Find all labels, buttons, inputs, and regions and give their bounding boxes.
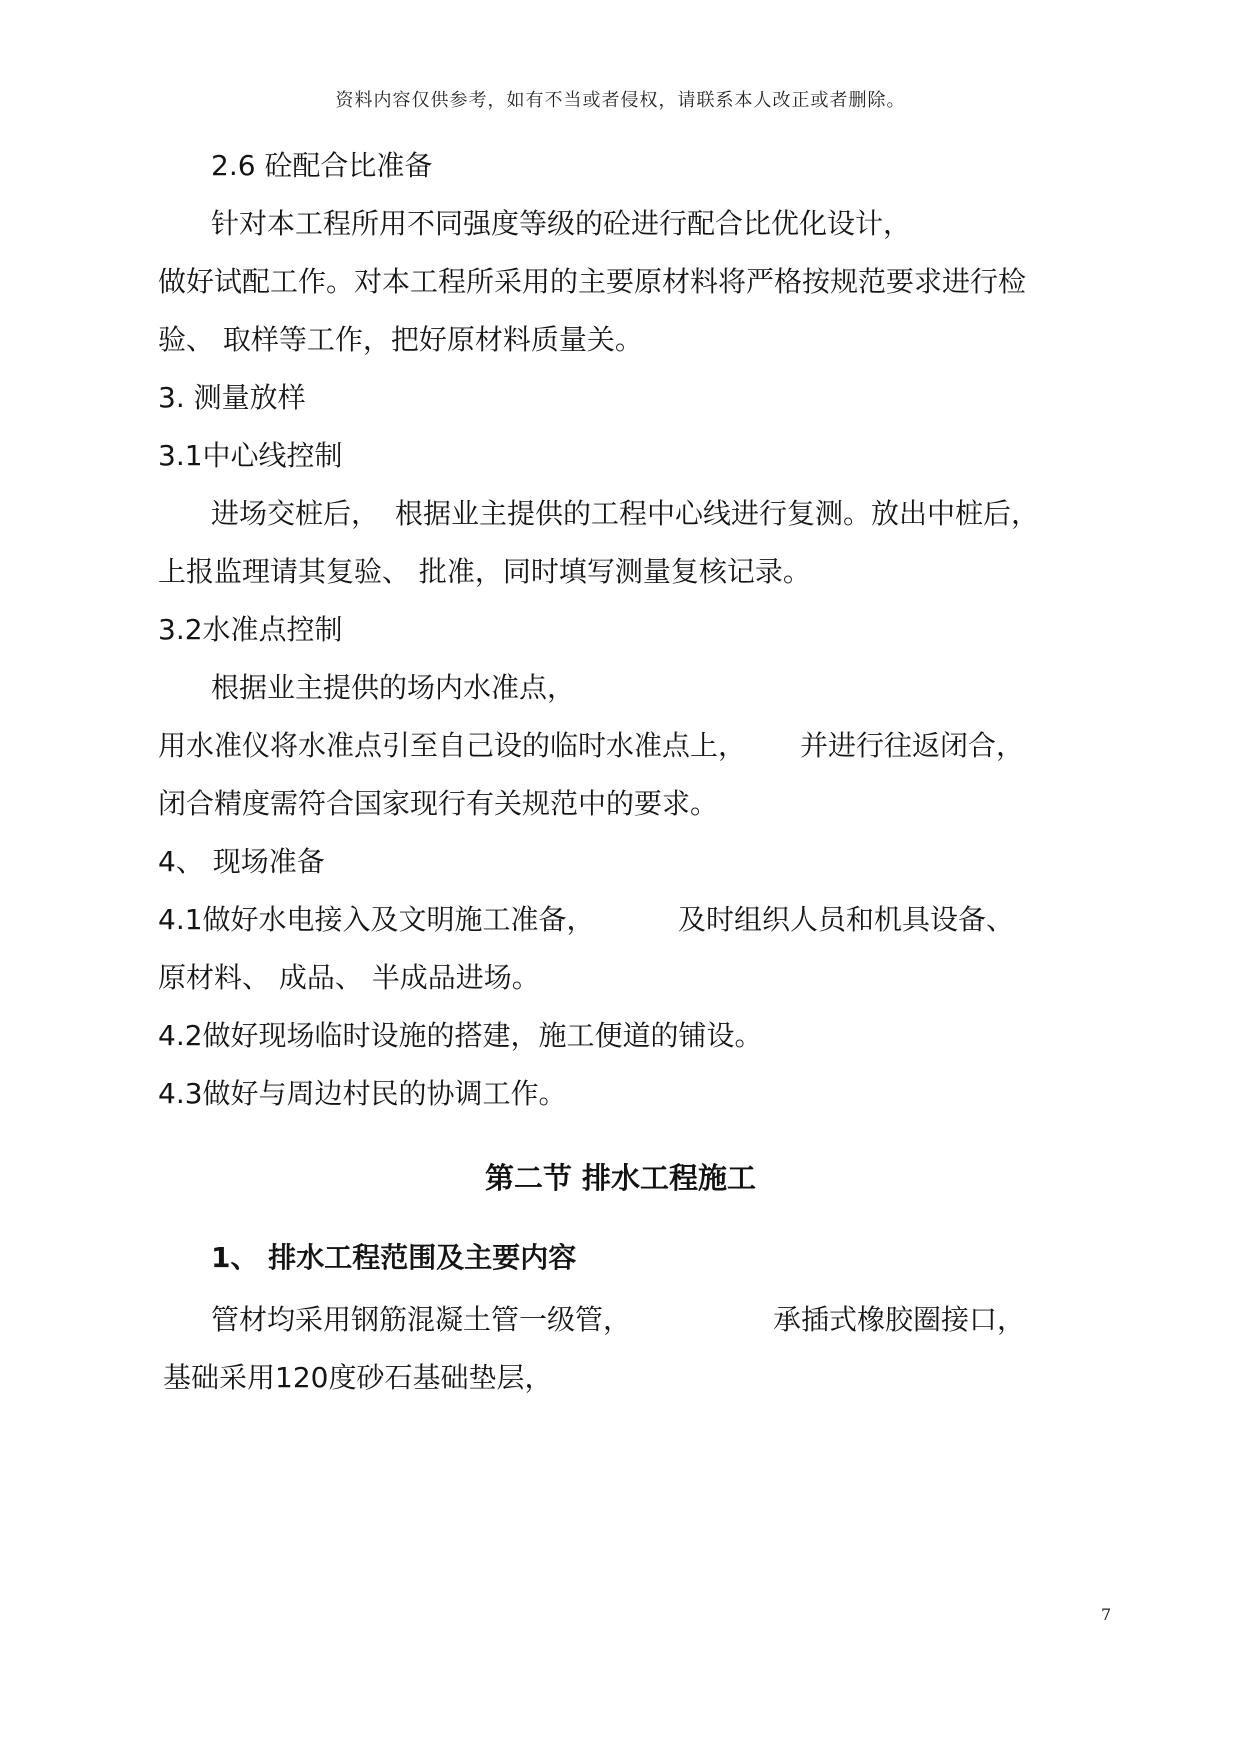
heading-3-2: 3.2水准点控制 (158, 613, 343, 646)
line-segment: 及时组织人员和机具设备、 (678, 903, 1015, 936)
subsection-heading: 1、 排水工程范围及主要内容 (211, 1241, 577, 1274)
disclaimer-header: 资料内容仅供参考，如有不当或者侵权，请联系本人改正或者删除。 (335, 90, 906, 111)
paragraph-line: 基础采用120度砂石基础垫层， (163, 1361, 553, 1394)
paragraph-line: 4.2做好现场临时设施的搭建，施工便道的铺设。 (158, 1019, 763, 1052)
paragraph-line (211, 1300, 1026, 1340)
page-number: 7 (1101, 1605, 1112, 1624)
heading-3-1: 3.1中心线控制 (158, 439, 343, 472)
line-segment: 根据业主提供的工程中心线进行复测。放出中桩后， (395, 497, 1040, 530)
paragraph-line (158, 726, 1025, 766)
paragraph-line: 4.3做好与周边村民的协调工作。 (158, 1077, 567, 1110)
paragraph-line: 针对本工程所用不同强度等级的砼进行配合比优化设计， (211, 207, 912, 240)
section-title: 第二节 排水工程施工 (484, 1161, 757, 1195)
paragraph-line: 原材料、 成品、 半成品进场。 (158, 961, 540, 994)
paragraph-line: 做好试配工作。对本工程所采用的主要原材料将严格按规范要求进行检 (158, 265, 1027, 298)
line-segment: 管材均采用钢筋混凝土管一级管， (211, 1303, 632, 1336)
paragraph-line: 验、 取样等工作，把好原材料质量关。 (158, 323, 643, 356)
line-segment: 用水准仪将水准点引至自己设的临时水准点上， (158, 729, 747, 762)
heading-4: 4、 现场准备 (158, 845, 325, 878)
line-segment: 承插式橡胶圈接口， (773, 1303, 1026, 1336)
paragraph-line: 上报监理请其复验、 批准，同时填写测量复核记录。 (158, 555, 811, 588)
paragraph-line: 闭合精度需符合国家现行有关规范中的要求。 (158, 787, 719, 820)
paragraph-line (158, 900, 1015, 940)
paragraph-line: 根据业主提供的场内水准点， (211, 671, 576, 704)
heading-2-6: 2.6 砼配合比准备 (211, 149, 433, 182)
line-segment: 4.1做好水电接入及文明施工准备， (158, 903, 595, 936)
paragraph-line (211, 494, 1040, 534)
line-segment: 并进行往返闭合， (800, 729, 1025, 762)
line-segment: 进场交桩后， (211, 497, 380, 530)
heading-3: 3. 测量放样 (158, 381, 306, 414)
